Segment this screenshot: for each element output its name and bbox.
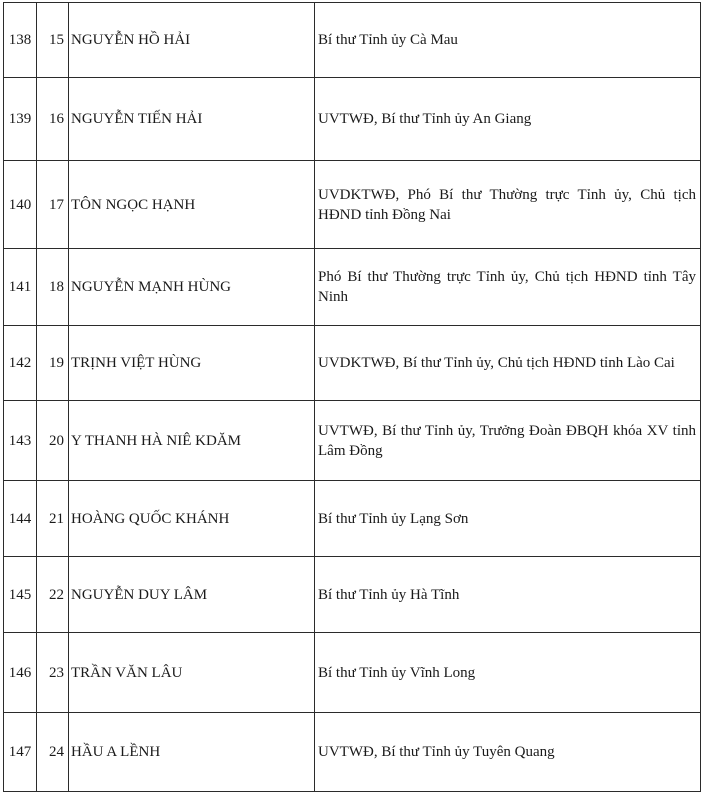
- table-body: [4, 3, 701, 792]
- full-name-cell: TÔN NGỌC HẠNH: [69, 161, 315, 249]
- position-cell: [315, 249, 701, 326]
- overall-index-cell: 146: [4, 633, 37, 713]
- position-text: Phó Bí thư Thường trực Tỉnh ủy, Chủ tịch HĐND tỉnh Tây Ninh: [318, 269, 696, 305]
- group-index-cell: 24: [37, 713, 69, 792]
- position-text: Bí thư Tỉnh ủy Vĩnh Long: [318, 664, 476, 681]
- group-index-cell: 20: [37, 401, 69, 481]
- group-index-cell: 21: [37, 481, 69, 557]
- full-name-cell: NGUYỄN MẠNH HÙNG: [69, 249, 315, 326]
- overall-index-cell: 142: [4, 326, 37, 401]
- table-row: [4, 557, 701, 633]
- position-text: UVTWĐ, Bí thư Tỉnh ủy An Giang: [318, 111, 532, 127]
- overall-index-cell: 145: [4, 557, 37, 633]
- table-row: [4, 326, 701, 401]
- position-cell: [315, 633, 701, 713]
- position-text: UVTWĐ, Bí thư Tỉnh ủy Tuyên Quang: [318, 744, 555, 760]
- group-index-cell: 19: [37, 326, 69, 401]
- position-text: UVDKTWĐ, Phó Bí thư Thường trực Tỉnh ủy, Chủ tịch HĐND tỉnh Đồng Nai: [318, 186, 696, 223]
- overall-index-cell: 144: [4, 481, 37, 557]
- position-cell: [315, 3, 701, 78]
- overall-index-cell: 138: [4, 3, 37, 78]
- position-cell: [315, 326, 701, 401]
- group-index-cell: 23: [37, 633, 69, 713]
- table-row: [4, 78, 701, 161]
- position-cell: [315, 161, 701, 249]
- full-name-cell: NGUYỄN TIẾN HẢI: [69, 78, 315, 161]
- overall-index-cell: 141: [4, 249, 37, 326]
- table-row: [4, 713, 701, 792]
- table-row: [4, 481, 701, 557]
- full-name-cell: NGUYỄN DUY LÂM: [69, 557, 315, 633]
- document-page: [3, 2, 700, 792]
- group-index-cell: 18: [37, 249, 69, 326]
- position-text: UVTWĐ, Bí thư Tỉnh ủy, Trưởng Đoàn ĐBQH khóa XV tỉnh Lâm Đồng: [318, 422, 696, 459]
- table-row: [4, 401, 701, 481]
- full-name-cell: Y THANH HÀ NIÊ KDĂM: [69, 401, 315, 481]
- full-name-cell: TRỊNH VIỆT HÙNG: [69, 326, 315, 401]
- table-row: [4, 3, 701, 78]
- position-text: UVDKTWĐ, Bí thư Tỉnh ủy, Chủ tịch HĐND tỉnh Lào Cai: [318, 355, 675, 371]
- position-text: Bí thư Tỉnh ủy Cà Mau: [318, 32, 458, 48]
- full-name-cell: TRẦN VĂN LÂU: [69, 633, 315, 713]
- position-cell: [315, 401, 701, 481]
- full-name-cell: NGUYỄN HỒ HẢI: [69, 3, 315, 78]
- position-text: Bí thư Tỉnh ủy Hà Tĩnh: [318, 586, 460, 603]
- position-cell: [315, 481, 701, 557]
- table-row: [4, 633, 701, 713]
- full-name-cell: HOÀNG QUỐC KHÁNH: [69, 481, 315, 557]
- personnel-table: [3, 2, 701, 792]
- overall-index-cell: 139: [4, 78, 37, 161]
- position-cell: [315, 78, 701, 161]
- position-cell: [315, 713, 701, 792]
- overall-index-cell: 143: [4, 401, 37, 481]
- table-row: [4, 249, 701, 326]
- full-name-cell: HẦU A LỀNH: [69, 713, 315, 792]
- group-index-cell: 22: [37, 557, 69, 633]
- overall-index-cell: 147: [4, 713, 37, 792]
- table-row: [4, 161, 701, 249]
- position-text: Bí thư Tỉnh ủy Lạng Sơn: [318, 510, 469, 527]
- position-cell: [315, 557, 701, 633]
- group-index-cell: 16: [37, 78, 69, 161]
- group-index-cell: 17: [37, 161, 69, 249]
- group-index-cell: 15: [37, 3, 69, 78]
- overall-index-cell: 140: [4, 161, 37, 249]
